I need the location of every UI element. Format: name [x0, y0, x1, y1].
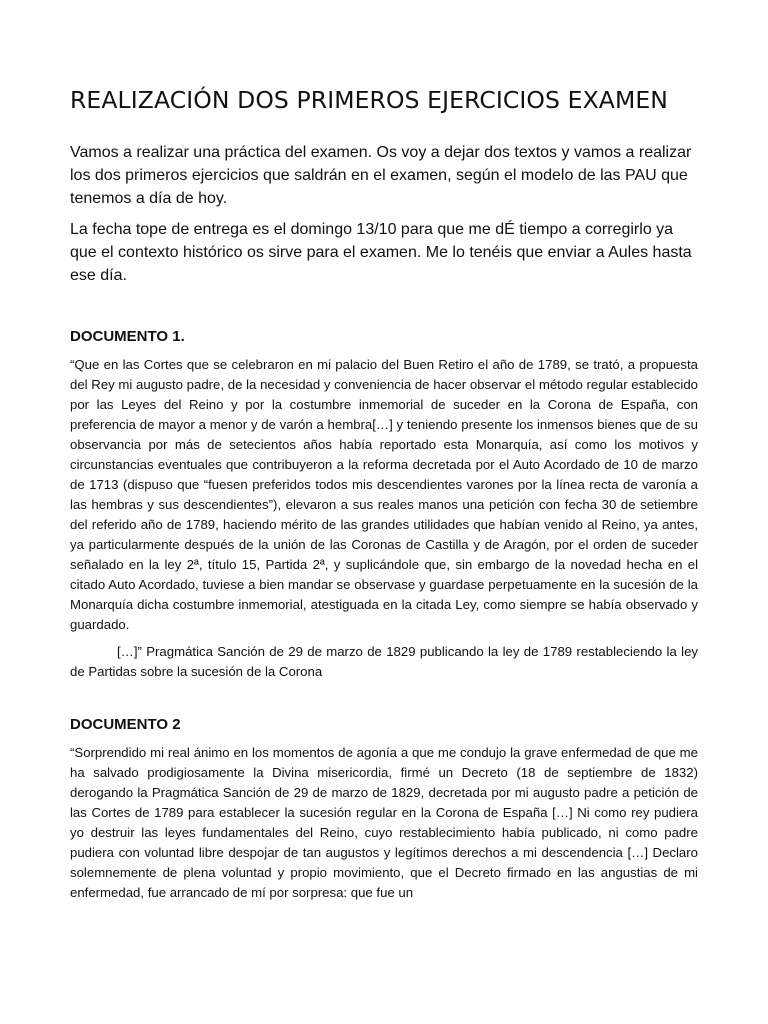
document-1-source: […]” Pragmática Sanción de 29 de marzo de 1829 publicando la ley de 1789 restableciendo la ley de Partidas sobre la sucesión de la Corona — [70, 644, 698, 679]
document-2-text: “Sorprendido mi real ánimo en los momentos de agonía a que me condujo la grave enfermedad de que me ha salvado prodigiosamente la Divina misericordia, firmé un Decreto (18 de septiembre de 1832) derogando la Pragmática Sanción de 29 de marzo de 1829, decretada por mi augusto padre a petición de las Cortes de 1789 para establecer la sucesión regular en la Corona de España […] Ni como rey pudiera yo destruir las leyes fundamentales del Reino, cuyo restablecimiento había publicado, ni como padre pudiera con voluntad libre despojar de tan augustos y legítimos derechos a mi descendencia […] Declaro solemnemente de plena voluntad y propio movimiento, que el Decreto firmado en las angustias de mi enfermedad, fue arrancado de mí por sorpresa: que fue un — [70, 745, 698, 900]
document-page — [70, 86, 698, 910]
document-title: REALIZACIÓN DOS PRIMEROS EJERCICIOS EXAMEN — [70, 86, 668, 114]
document-1-text: “Que en las Cortes que se celebraron en mi palacio del Buen Retiro el año de 1789, se trató, a propuesta del Rey mi augusto padre, de la necesidad y conveniencia de hacer observar el método regular establecido por las Leyes del Reino y por la costumbre inmemorial de suceder en la Corona de España, con preferencia de mayor a menor y de varón a hembra[…] y teniendo presente los inmensos bienes que de su observancia por más de setecientos años había reportado esta Monarquía, así como los motivos y circunstancias eventuales que contribuyeron a la reforma decretada por el Auto Acordado de 10 de marzo de 1713 (dispuso que “fuesen preferidos todos mis descendientes varones por la línea recta de varonía a las hembras y sus descendientes”), elevaron a sus reales manos una petición con fecha 30 de setiembre del referido año de 1789, haciendo mérito de las grandes utilidades que habían venido al Reino, ya antes, ya particularmente después de la unión de las Coronas de Castilla y de Aragón, por el orden de suceder señalado en la ley 2ª, título 15, Partida 2ª, y suplicándole que, sin embargo de la novedad hecha en el citado Auto Acordado, tuviese a bien mandar se observase y guardase perpetuamente en la sucesión de la Monarquía dicha costumbre inmemorial, atestiguada en la citada Ley, como siempre se había observado y guardado. — [70, 357, 698, 632]
document-1-section — [70, 328, 698, 682]
intro-paragraph: Vamos a realizar una práctica del examen. Os voy a dejar dos textos y vamos a realizar los dos primeros ejercicios que saldrán en el examen, según el modelo de las PAU que tenemos a día de hoy. — [70, 144, 692, 207]
document-2-heading: DOCUMENTO 2 — [70, 716, 181, 733]
intro-section — [70, 141, 698, 287]
intro-paragraph: La fecha tope de entrega es el domingo 13/10 para que me dÉ tiempo a corregirlo ya que el contexto histórico os sirve para el examen. Me lo tenéis que enviar a Aules hasta ese día. — [70, 221, 692, 284]
document-1-heading: DOCUMENTO 1. — [70, 328, 185, 345]
document-2-section — [70, 716, 698, 903]
